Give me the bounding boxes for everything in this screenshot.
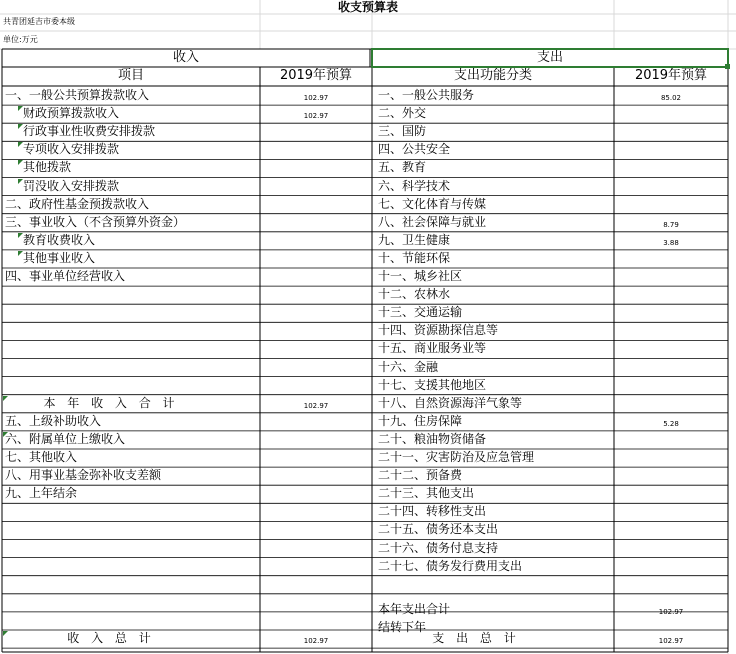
expense-row-label[interactable]: 五、教育 [378,160,427,175]
expense-row-label[interactable]: 结转下年 [378,620,427,635]
unit-name[interactable]: 共青团延吉市委本级 [3,17,75,26]
expense-row-label[interactable]: 二十七、债务发行费用支出 [378,558,523,573]
expense-row-value[interactable]: 8.79 [663,220,679,229]
expense-row-label[interactable]: 二十一、灾害防治及应急管理 [378,450,535,464]
income-row-value[interactable]: 102.97 [303,637,329,645]
expense-row-label[interactable]: 二十六、债务付息支持 [378,540,499,555]
expense-row-label[interactable]: 六、科学技术 [378,178,451,193]
expense-row-label[interactable]: 本年支出合计 [378,602,451,617]
expense-row-label[interactable]: 二、外交 [378,106,427,121]
note-marker-icon [18,251,23,256]
income-row-label[interactable]: 本 年 收 入 合 计 [43,395,179,410]
expense-row-value[interactable]: 5.28 [663,419,679,428]
income-row-value[interactable]: 102.97 [303,94,329,102]
expense-row-value[interactable]: 85.02 [660,94,682,102]
expense-row-label[interactable]: 十六、金融 [378,359,439,374]
income-row-label[interactable]: 教育收费收入 [23,232,96,247]
expense-row-label[interactable]: 十九、住房保障 [378,413,463,428]
expense-row-label[interactable]: 三、国防 [378,124,427,139]
expense-row-value[interactable]: 3.88 [663,238,679,247]
expense-row-label[interactable]: 九、卫生健康 [378,232,451,247]
expense-row-label[interactable]: 八、社会保障与就业 [378,214,487,229]
sheet-title: 收支预算表 [337,0,398,14]
expense-header[interactable]: 支出 [536,50,563,65]
income-row-label[interactable]: 六、附属单位上缴收入 [5,431,126,446]
income-row-label[interactable]: 七、其他收入 [5,450,78,464]
expense-row-label[interactable]: 二十五、债务还本支出 [378,522,499,537]
unit-label[interactable]: 单位:万元 [3,35,38,44]
income-row-label[interactable]: 其他拨款 [23,160,72,175]
note-marker-icon [3,432,8,437]
income-header[interactable]: 收入 [172,50,199,65]
expense-row-label[interactable]: 十七、支援其他地区 [378,377,487,392]
expense-row-label[interactable]: 支 出 总 计 [432,631,520,645]
income-row-label[interactable]: 一、一般公共预算拨款收入 [5,88,150,102]
income-row-label[interactable]: 罚没收入安排拨款 [23,178,120,193]
income-row-label[interactable]: 财政预算拨款收入 [23,106,120,121]
expense-row-label[interactable]: 二十四、转移性支出 [378,504,487,519]
income-row-label[interactable]: 行政事业性收费安排拨款 [23,124,156,139]
note-marker-icon [18,124,23,129]
expense-row-value[interactable]: 102.97 [658,608,684,617]
income-row-label[interactable]: 五、上级补助收入 [5,413,102,428]
expense-row-label[interactable]: 二十三、其他支出 [378,486,475,501]
col-budget2-header[interactable]: 2019年预算 [634,68,708,83]
income-row-label[interactable]: 收 入 总 计 [67,631,155,645]
expense-row-label[interactable]: 十三、交通运输 [378,305,463,320]
expense-row-label[interactable]: 十五、商业服务业等 [378,341,487,356]
income-row-label[interactable]: 四、事业单位经营收入 [5,269,126,283]
note-marker-icon [18,233,23,238]
expense-row-label[interactable]: 十四、资源勘探信息等 [378,323,499,338]
income-row-label[interactable]: 二、政府性基金预拨款收入 [5,196,150,211]
expense-row-label[interactable]: 十一、城乡社区 [378,269,463,283]
income-row-value[interactable]: 102.97 [303,112,329,121]
expense-row-label[interactable]: 一、一般公共服务 [378,88,475,102]
income-row-label[interactable]: 八、用事业基金弥补收支差额 [5,468,162,483]
expense-row-value[interactable]: 102.97 [658,637,684,645]
expense-row-label[interactable]: 十八、自然资源海洋气象等 [378,395,523,410]
note-marker-icon [18,160,23,165]
income-row-label[interactable]: 三、事业收入（不含预算外资金） [5,214,186,229]
income-row-label[interactable]: 九、上年结余 [5,486,78,501]
income-row-label[interactable]: 专项收入安排拨款 [23,142,120,157]
expense-row-label[interactable]: 十、节能环保 [378,250,451,265]
note-marker-icon [18,142,23,147]
income-row-value[interactable]: 102.97 [303,401,329,410]
col-function-header[interactable]: 支出功能分类 [453,68,532,83]
expense-row-label[interactable]: 二十二、预备费 [378,468,463,483]
expense-row-label[interactable]: 二十、粮油物资储备 [378,431,487,446]
expense-row-label[interactable]: 七、文化体育与传媒 [378,196,487,211]
expense-row-label[interactable]: 十二、农林水 [378,287,451,302]
col-item-header[interactable]: 项目 [117,68,144,83]
note-marker-icon [3,396,8,401]
note-marker-icon [3,631,8,636]
expense-row-label[interactable]: 四、公共安全 [378,142,451,157]
note-marker-icon [18,179,23,184]
col-budget-header[interactable]: 2019年预算 [279,68,353,83]
income-row-label[interactable]: 其他事业收入 [23,250,96,265]
note-marker-icon [18,106,23,111]
